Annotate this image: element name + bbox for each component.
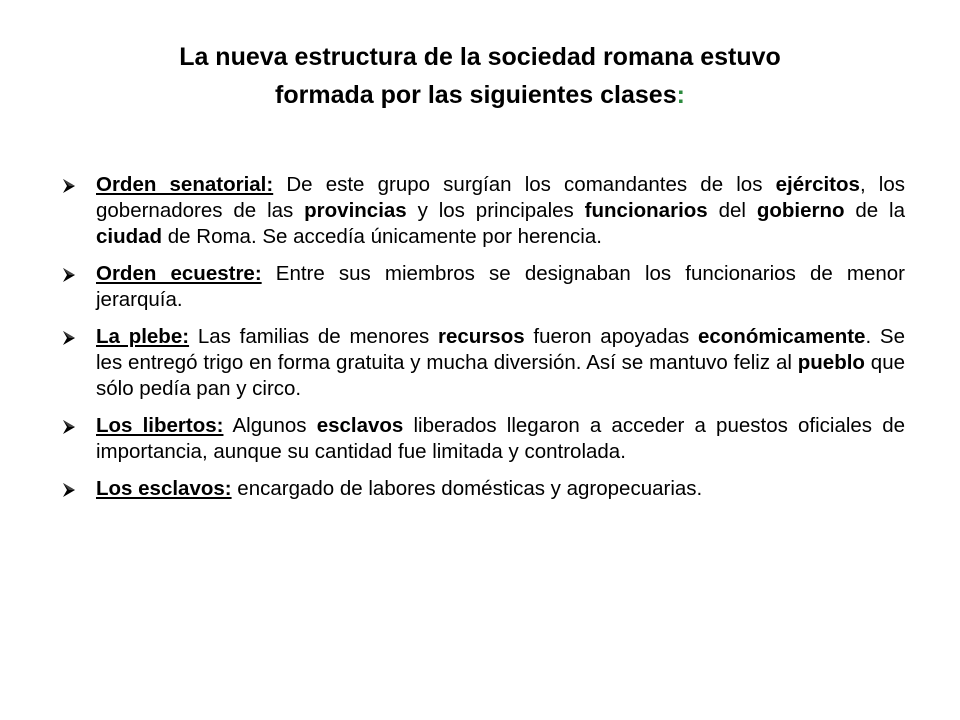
- title-line-2-text: formada por las siguientes clases: [275, 81, 677, 109]
- keyword: esclavos: [316, 414, 404, 437]
- keyword: funcionarios: [584, 199, 708, 222]
- list-item-orden-ecuestre: [62, 261, 905, 313]
- item-text: de la: [844, 199, 906, 222]
- arrowhead-bullet-icon: [62, 483, 76, 497]
- class-term: Los libertos:: [96, 414, 224, 437]
- item-text: que sólo pedía pan y circo.: [96, 351, 906, 400]
- title-line-2: [60, 76, 900, 114]
- title-colon: :: [676, 81, 685, 109]
- keyword: ciudad: [96, 225, 163, 248]
- item-text: fueron apoyadas: [524, 325, 698, 348]
- keyword: provincias: [304, 199, 407, 222]
- item-text: y los principales: [406, 199, 585, 222]
- item-text: encargado de labores domésticas y agropecuarias.: [231, 477, 703, 500]
- item-text: de Roma. Se accedía únicamente por herencia.: [162, 225, 602, 248]
- keyword: económicamente: [697, 325, 866, 348]
- class-term: La plebe:: [96, 325, 190, 348]
- item-text: liberados llegaron a acceder a puestos oficiales de importancia, aunque su cantidad fue limitada y controlada.: [96, 414, 905, 463]
- item-text: del: [707, 199, 757, 222]
- arrowhead-bullet-icon: [62, 179, 76, 193]
- arrowhead-bullet-icon: [62, 268, 76, 282]
- class-list: [62, 172, 905, 513]
- item-text: . Se les entregó trigo en forma gratuita y mucha diversión. Así se mantuvo feliz al: [96, 325, 905, 374]
- slide-title: [60, 38, 900, 114]
- item-text: , los gobernadores de las: [96, 173, 905, 222]
- arrowhead-bullet-icon: [62, 331, 76, 345]
- item-text: Entre sus miembros se designaban los funcionarios de menor jerarquía.: [96, 262, 905, 311]
- item-text: Las familias de menores: [189, 325, 439, 348]
- list-item-los-libertos: [62, 413, 905, 465]
- list-item-orden-senatorial: [62, 172, 905, 250]
- list-item-la-plebe: [62, 324, 905, 402]
- class-term: Los esclavos:: [96, 477, 232, 500]
- title-line-1: La nueva estructura de la sociedad romana estuvo: [179, 43, 781, 71]
- keyword: gobierno: [756, 199, 845, 222]
- class-term: Orden senatorial:: [96, 173, 274, 196]
- keyword: pueblo: [797, 351, 865, 374]
- keyword: recursos: [438, 325, 525, 348]
- item-text: De este grupo surgían los comandantes de los: [273, 173, 776, 196]
- arrowhead-bullet-icon: [62, 420, 76, 434]
- item-text: Algunos: [223, 414, 317, 437]
- class-term: Orden ecuestre:: [96, 262, 262, 285]
- keyword: ejércitos: [775, 173, 860, 196]
- list-item-los-esclavos: [62, 476, 905, 502]
